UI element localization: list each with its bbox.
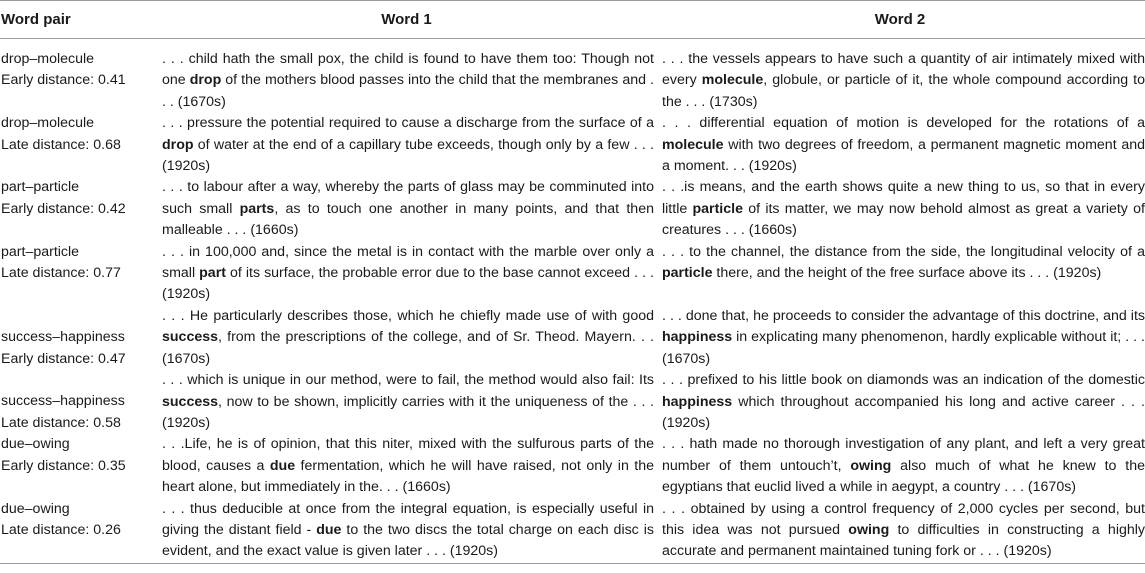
word-pair-label: success–happiness [1, 329, 125, 346]
target-word: part [199, 265, 226, 282]
target-word: happiness [662, 329, 733, 346]
distance-label: Early distance: 0.41 [1, 72, 126, 89]
word-pair-label: drop–molecule [1, 51, 95, 67]
table-row [0, 39, 1145, 114]
context-text-after: which throughout accompanied his long and active career . . . (1920s) [662, 393, 1145, 431]
word-2-context [655, 499, 1145, 564]
word-1-context [158, 499, 655, 564]
context-text-before: . . . done that, he proceeds to consider the advantage of this doctrine, and its [662, 307, 1145, 324]
word-pair-cell [0, 499, 158, 564]
word-1-context [158, 370, 655, 434]
table-row [0, 499, 1145, 564]
context-text-before: . . . in 100,000 and, since the metal is in contact with the marble over only a small [162, 243, 654, 282]
word-pair-cell [0, 39, 158, 114]
word-1-context [158, 39, 655, 114]
word-2-context [655, 242, 1145, 306]
target-word: success [162, 329, 219, 346]
target-word: molecule [701, 72, 764, 89]
header-word-2: Word 2 [655, 1, 1145, 39]
target-word: drop [162, 136, 194, 153]
context-text-before: . . . to labour after a way, whereby the parts of glass may be comminuted into such small [162, 179, 654, 217]
word-1-context [158, 242, 655, 306]
context-text-before: . . . child hath the small pox, the child is found to have them too: Though not one [162, 51, 654, 89]
word-pair-cell [0, 434, 158, 498]
context-text-after: , now to be shown, implicitly carries with it the uniqueness of the . . . (1920s) [162, 393, 654, 431]
distance-label: Early distance: 0.47 [1, 350, 126, 367]
context-text-before: . . . pressure the potential required to cause a discharge from the surface of a [162, 115, 654, 132]
distance-label: Late distance: 0.77 [1, 265, 121, 282]
context-text-after: to difficulties in constructing a highly accurate and permanent maintained tuning fork or . . . (1920s) [662, 521, 1145, 560]
word-2-context [655, 113, 1145, 177]
context-text-after: of its surface, the probable error due to the base cannot exceed . . . (1920s) [162, 265, 654, 303]
target-word: drop [189, 72, 222, 89]
word-pair-label: part–particle [1, 243, 80, 260]
context-text-after: also much of what he knew to the egyptians that euclid lived a while in aegypt, a country . . . (1670s) [662, 457, 1145, 496]
word-pair-label: drop–molecule [1, 115, 95, 132]
context-text-before: . . . which is unique in our method, were to fail, the method would also fail: Its [162, 372, 654, 389]
context-text-after: to the two discs the total charge on each disc is evident, and the exact value is given later . . . (1920s) [162, 521, 654, 560]
table-row [0, 113, 1145, 177]
word-2-context [655, 306, 1145, 370]
word-pair-label: part–particle [1, 179, 80, 196]
distance-label: Early distance: 0.35 [1, 457, 126, 474]
context-text-before: . . . differential equation of motion is developed for the rotations of a [662, 115, 1145, 132]
context-text-after: , as to touch one another in many points, and that then malleable . . . (1660s) [162, 200, 654, 239]
context-text-before: . . .Life, he is of opinion, that this niter, mixed with the sulfurous parts of the blood, causes a [162, 436, 654, 474]
distance-label: Late distance: 0.26 [1, 521, 121, 538]
word-2-context [655, 370, 1145, 434]
context-text-before: . . . prefixed to his little book on diamonds was an indication of the domestic [662, 372, 1145, 389]
context-text-after: of water at the end of a capillary tube exceeds, though only by a few . . . (1920s) [162, 136, 654, 175]
word-2-context [655, 177, 1145, 241]
word-pair-cell [0, 242, 158, 306]
context-text-before: . . . He particularly describes those, which he chiefly made use of with good [162, 307, 654, 324]
context-text-after: with two degrees of freedom, a permanent magnetic moment and a moment. . . (1920s) [662, 136, 1145, 175]
context-text-after: there, and the height of the free surface above its . . . (1920s) [712, 265, 1102, 282]
context-text-before: . . . thus deducible at once from the integral equation, is especially useful in giving the distant field - [162, 500, 654, 538]
distance-label: Early distance: 0.42 [1, 200, 126, 217]
distance-label: Late distance: 0.68 [1, 136, 121, 153]
word-1-context [158, 177, 655, 241]
target-word: owing [850, 457, 892, 474]
table-row [0, 434, 1145, 498]
word-pair-cell [0, 177, 158, 241]
context-text-before: . . . to the channel, the distance from the side, the longitudinal velocity of a [662, 243, 1145, 260]
word-pair-label: success–happiness [1, 393, 125, 410]
table-row [0, 370, 1145, 434]
table-row [0, 177, 1145, 241]
header-word-pair: Word pair [0, 1, 158, 39]
distance-label: Late distance: 0.58 [1, 414, 121, 431]
context-text-before: . . . obtained by using a control frequency of 2,000 cycles per second, but this idea was not pursued [662, 500, 1145, 538]
target-word: due [269, 457, 296, 474]
word-1-context [158, 434, 655, 498]
table-row [0, 242, 1145, 306]
target-word: particle [692, 200, 743, 217]
word-pair-cell [0, 370, 158, 434]
word-pair-label: due–owing [1, 500, 70, 517]
context-text-after: in explicating many phenomenon, hardly explicable without it; . . . (1670s) [662, 329, 1145, 367]
target-word: happiness [662, 393, 733, 410]
word-pair-label: due–owing [1, 436, 70, 453]
context-text-after: , from the prescriptions of the college, and of Sr. Theod. Mayern. . . (1670s) [162, 329, 654, 367]
context-text-after: , globule, or particle of it, the whole compound according to the . . . (1730s) [662, 72, 1145, 110]
target-word: particle [662, 265, 713, 282]
context-text-before: . . .is means, and the earth shows quite a new thing to us, so that in every little [662, 179, 1145, 217]
target-word: molecule [662, 136, 724, 153]
target-word: due [316, 521, 342, 538]
context-text-after: fermentation, which he will have raised, not only in the heart alone, but immediately in the. . . (1660s) [162, 457, 655, 496]
word-pair-cell [0, 306, 158, 370]
context-text-before: . . . hath made no thorough investigation of any plant, and left a very great number of them untouch’t, [662, 436, 1145, 474]
target-word: parts [239, 200, 275, 217]
word-2-context [655, 434, 1145, 498]
word-1-context [158, 306, 655, 370]
target-word: success [162, 393, 219, 410]
header-row [0, 1, 1145, 39]
table-row [0, 306, 1145, 370]
context-text-before: . . . the vessels appears to have such a quantity of air intimately mixed with every [662, 51, 1145, 89]
target-word: owing [848, 521, 890, 538]
header-word-1: Word 1 [158, 1, 655, 39]
word-1-context [158, 113, 655, 177]
word-2-context [655, 39, 1145, 114]
context-text-after: of its matter, we may now behold almost as great a variety of creatures . . . (1660s) [662, 200, 1145, 239]
word-pair-cell [0, 113, 158, 177]
context-text-after: of the mothers blood passes into the child that the membranes and . . . (1670s) [162, 72, 654, 110]
